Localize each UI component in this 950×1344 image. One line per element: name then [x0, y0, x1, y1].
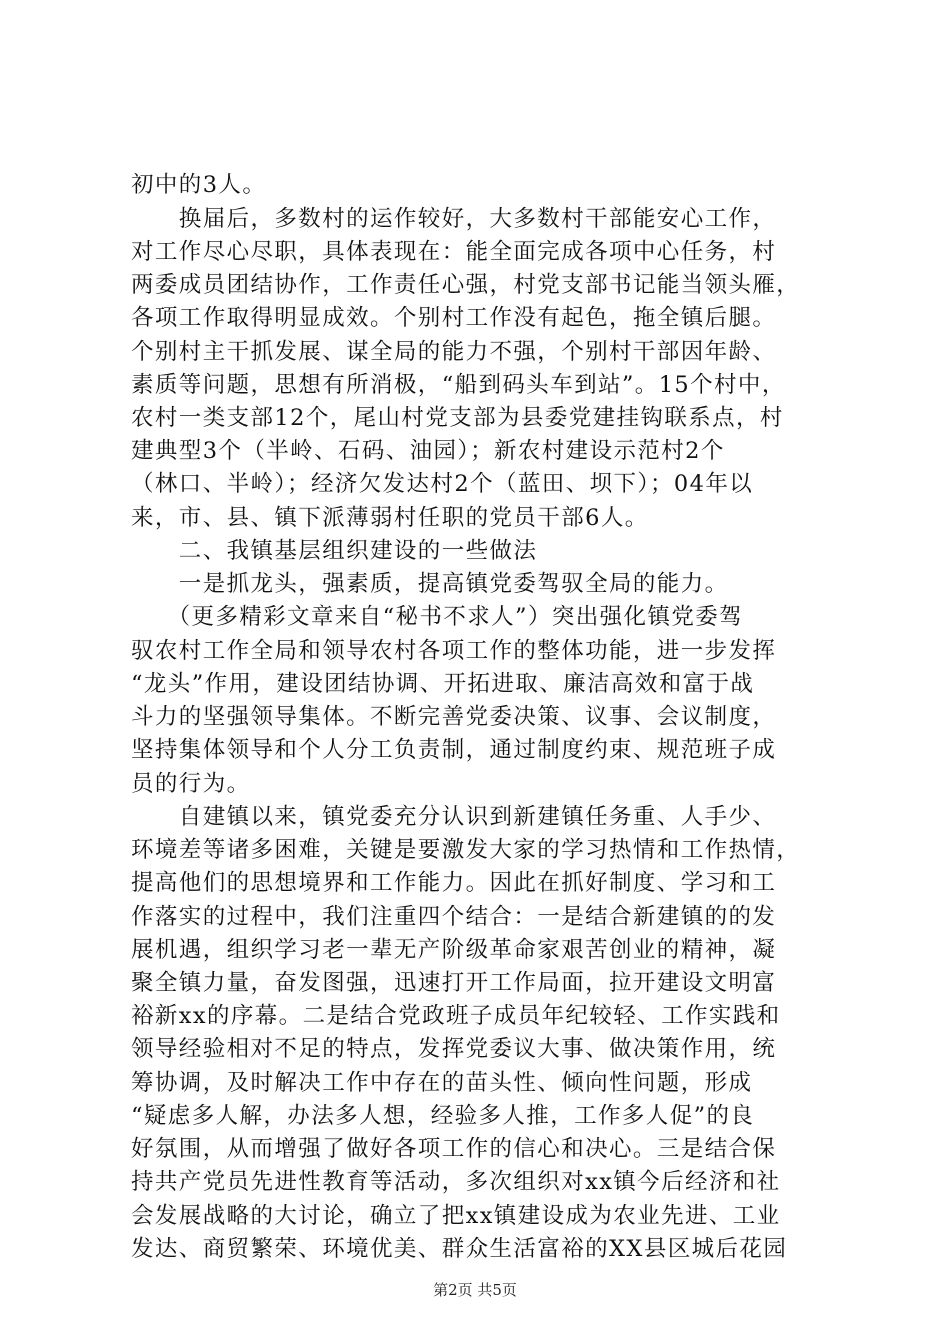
text-line: 各项工作取得明显成效。个别村工作没有起色，拖全镇后腿。	[131, 305, 777, 331]
subsection-heading: 一是抓龙头，强素质，提高镇党委驾驭全局的能力。	[131, 571, 729, 597]
text-line: 两委成员团结协作，工作责任心强，村党支部书记能当领头雁，	[131, 272, 801, 298]
text-line: 个别村主干抓发展、谋全局的能力不强，个别村干部因年龄、	[131, 339, 777, 365]
text-line: “疑虑多人解，办法多人想，经验多人推，工作多人促”的良	[131, 1103, 755, 1129]
text-line: 自建镇以来，镇党委充分认识到新建镇任务重、人手少、	[131, 804, 777, 830]
text-line: “龙头”作用，建设团结协调、开拓进取、廉洁高效和富于战	[131, 671, 755, 697]
text-line: 发达、商贸繁荣、环境优美、群众生活富裕的XX县区城后花园	[131, 1236, 788, 1262]
text-line: 驭农村工作全局和领导农村各项工作的整体功能，进一步发挥	[131, 638, 777, 664]
text-line: 环境差等诸多困难，关键是要激发大家的学习热情和工作热情，	[131, 837, 801, 863]
text-line: 初中的3人。	[131, 172, 267, 198]
text-line: 裕新xx的序幕。二是结合党政班子成员年纪较轻、工作实践和	[131, 1003, 781, 1029]
text-line: 作落实的过程中，我们注重四个结合：一是结合新建镇的的发	[131, 904, 777, 930]
text-line: 农村一类支部12个，尾山村党支部为县委党建挂钩联系点，村	[131, 405, 784, 431]
text-line: 对工作尽心尽职，具体表现在：能全面完成各项中心任务，村	[131, 239, 777, 265]
text-line: 好氛围，从而增强了做好各项工作的信心和决心。三是结合保	[131, 1136, 777, 1162]
text-line: 提高他们的思想境界和工作能力。因此在抓好制度、学习和工	[131, 870, 777, 896]
text-line: 筹协调，及时解决工作中存在的苗头性、倾向性问题，形成	[131, 1070, 753, 1096]
text-line: 斗力的坚强领导集体。不断完善党委决策、议事、会议制度，	[131, 704, 777, 730]
text-line: （林口、半岭）；经济欠发达村2个（蓝田、坝下）；04年以	[131, 471, 754, 497]
text-line: 持共产党员先进性教育等活动，多次组织对xx镇今后经济和社	[131, 1169, 781, 1195]
text-line: 来，市、县、镇下派薄弱村任职的党员干部6人。	[131, 505, 649, 531]
text-line: 展机遇，组织学习老一辈无产阶级革命家艰苦创业的精神，凝	[131, 937, 777, 963]
text-line: 员的行为。	[131, 771, 251, 797]
text-line: 会发展战略的大讨论，确立了把xx镇建设成为农业先进、工业	[131, 1203, 781, 1229]
text-line: 素质等问题，思想有所消极，“船到码头车到站”。15个村中，	[131, 372, 786, 398]
text-line: 坚持集体领导和个人分工负责制，通过制度约束、规范班子成	[131, 737, 777, 763]
text-line: 领导经验相对不足的特点，发挥党委议大事、做决策作用，统	[131, 1036, 777, 1062]
text-line: 建典型3个（半岭、石码、油园）；新农村建设示范村2个	[131, 438, 725, 464]
text-line: 聚全镇力量，奋发图强，迅速打开工作局面，拉开建设文明富	[131, 970, 777, 996]
text-line: （更多精彩文章来自“秘书不求人”）突出强化镇党委驾	[131, 604, 744, 630]
section-heading: 二、我镇基层组织建设的一些做法	[131, 538, 538, 564]
text-line: 换届后，多数村的运作较好，大多数村干部能安心工作，	[131, 206, 777, 232]
page-number-footer: 第2页 共5页	[433, 1281, 517, 1299]
